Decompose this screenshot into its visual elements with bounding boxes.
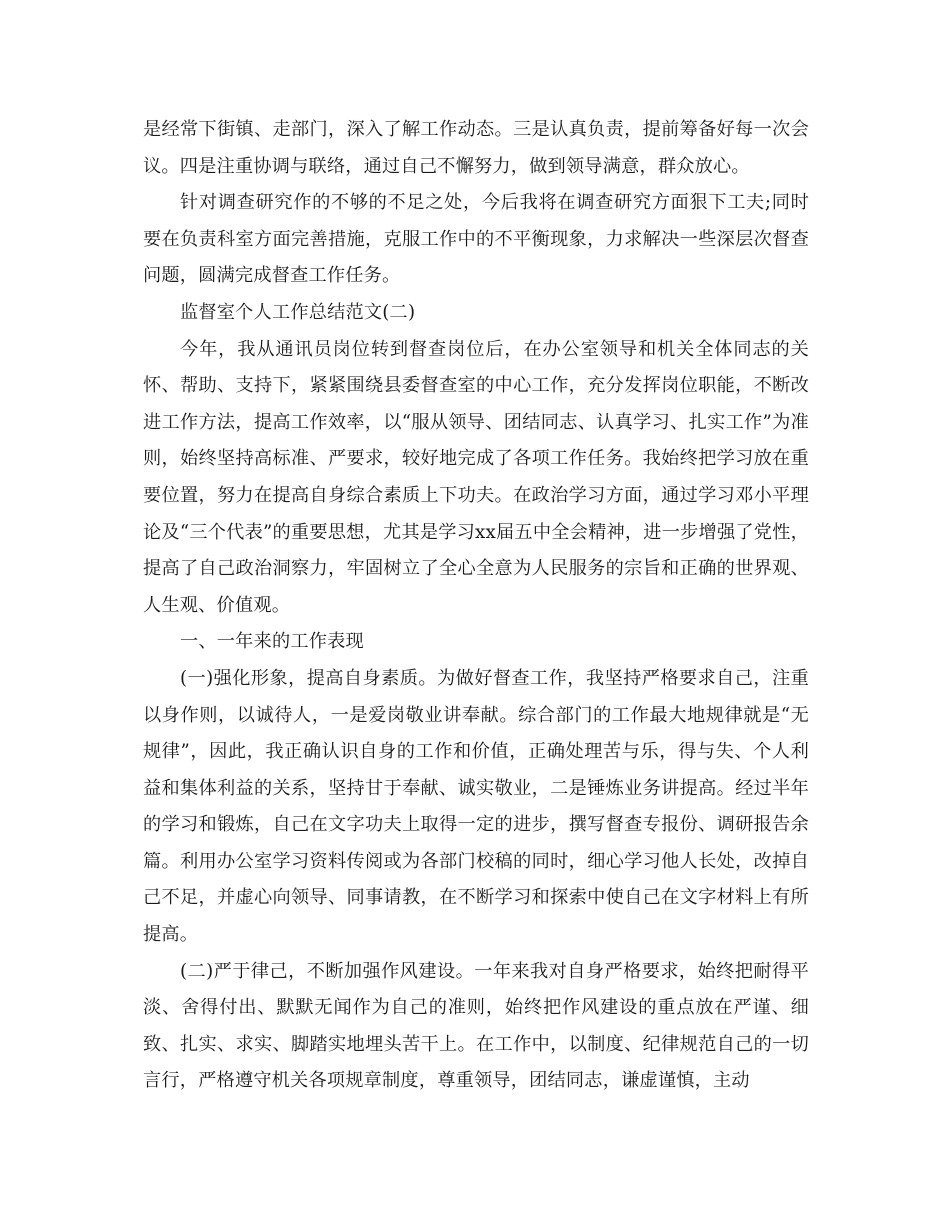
paragraph-continuation: 是经常下街镇、走部门，深入了解工作动态。三是认真负责，提前筹备好每一次会议。四是注重协调与联络，通过自己不懈努力，做到领导满意，群众放心。: [143, 119, 809, 177]
paragraph-improvement-plan: 针对调查研究作的不够的不足之处，今后我将在调查研究方面狠下工夫;同时要在负责科室方面完善措施，克服工作中的不平衡现象，力求解决一些深层次督查问题，圆满完成督查工作任务。: [143, 192, 809, 287]
document-body: [143, 112, 809, 1100]
subsection-heading: 一、一年来的工作表现: [180, 631, 364, 653]
paragraph-item-two: (二)严于律己，不断加强作风建设。一年来我对自身严格要求，始终把耐得平淡、舍得付出、默默无闻作为自己的准则，始终把作风建设的重点放在严谨、细致、扎实、求实、脚踏实地埋头苦干上。在工作中，以制度、纪律规范自己的一切言行，严格遵守机关各项规章制度，尊重领导，团结同志，谦虚谨慎，主动: [143, 960, 809, 1092]
paragraph-introduction: 今年，我从通讯员岗位转到督查岗位后，在办公室领导和机关全体同志的关怀、帮助、支持下，紧紧围绕县委督查室的中心工作，充分发挥岗位职能，不断改进工作方法，提高工作效率，以“服从领导、团结同志、认真学习、扎实工作”为准则，始终坚持高标准、严要求，较好地完成了各项工作任务。我始终把学习放在重要位置，努力在提高自身综合素质上下功夫。在政治学习方面，通过学习邓小平理论及“三个代表”的重要思想，尤其是学习xx届五中全会精神，进一步增强了党性，提高了自己政治洞察力，牢固树立了全心全意为人民服务的宗旨和正确的世界观、人生观、价值观。: [143, 338, 809, 616]
section-title: 监督室个人工作总结范文(二): [180, 301, 416, 323]
paragraph-item-one: (一)强化形象，提高自身素质。为做好督查工作，我坚持严格要求自己，注重以身作则，以诚待人，一是爱岗敬业讲奉献。综合部门的工作最大地规律就是“无规律”，因此，我正确认识自身的工作和价值，正确处理苦与乐，得与失、个人利益和集体利益的关系，坚持甘于奉献、诚实敬业，二是锤炼业务讲提高。经过半年的学习和锻炼，自己在文字功夫上取得一定的进步，撰写督查专报份、调研报告余篇。利用办公室学习资料传阅或为各部门校稿的同时，细心学习他人长处，改掉自己不足，并虚心向领导、同事请教，在不断学习和探索中使自己在文字材料上有所提高。: [143, 667, 809, 946]
